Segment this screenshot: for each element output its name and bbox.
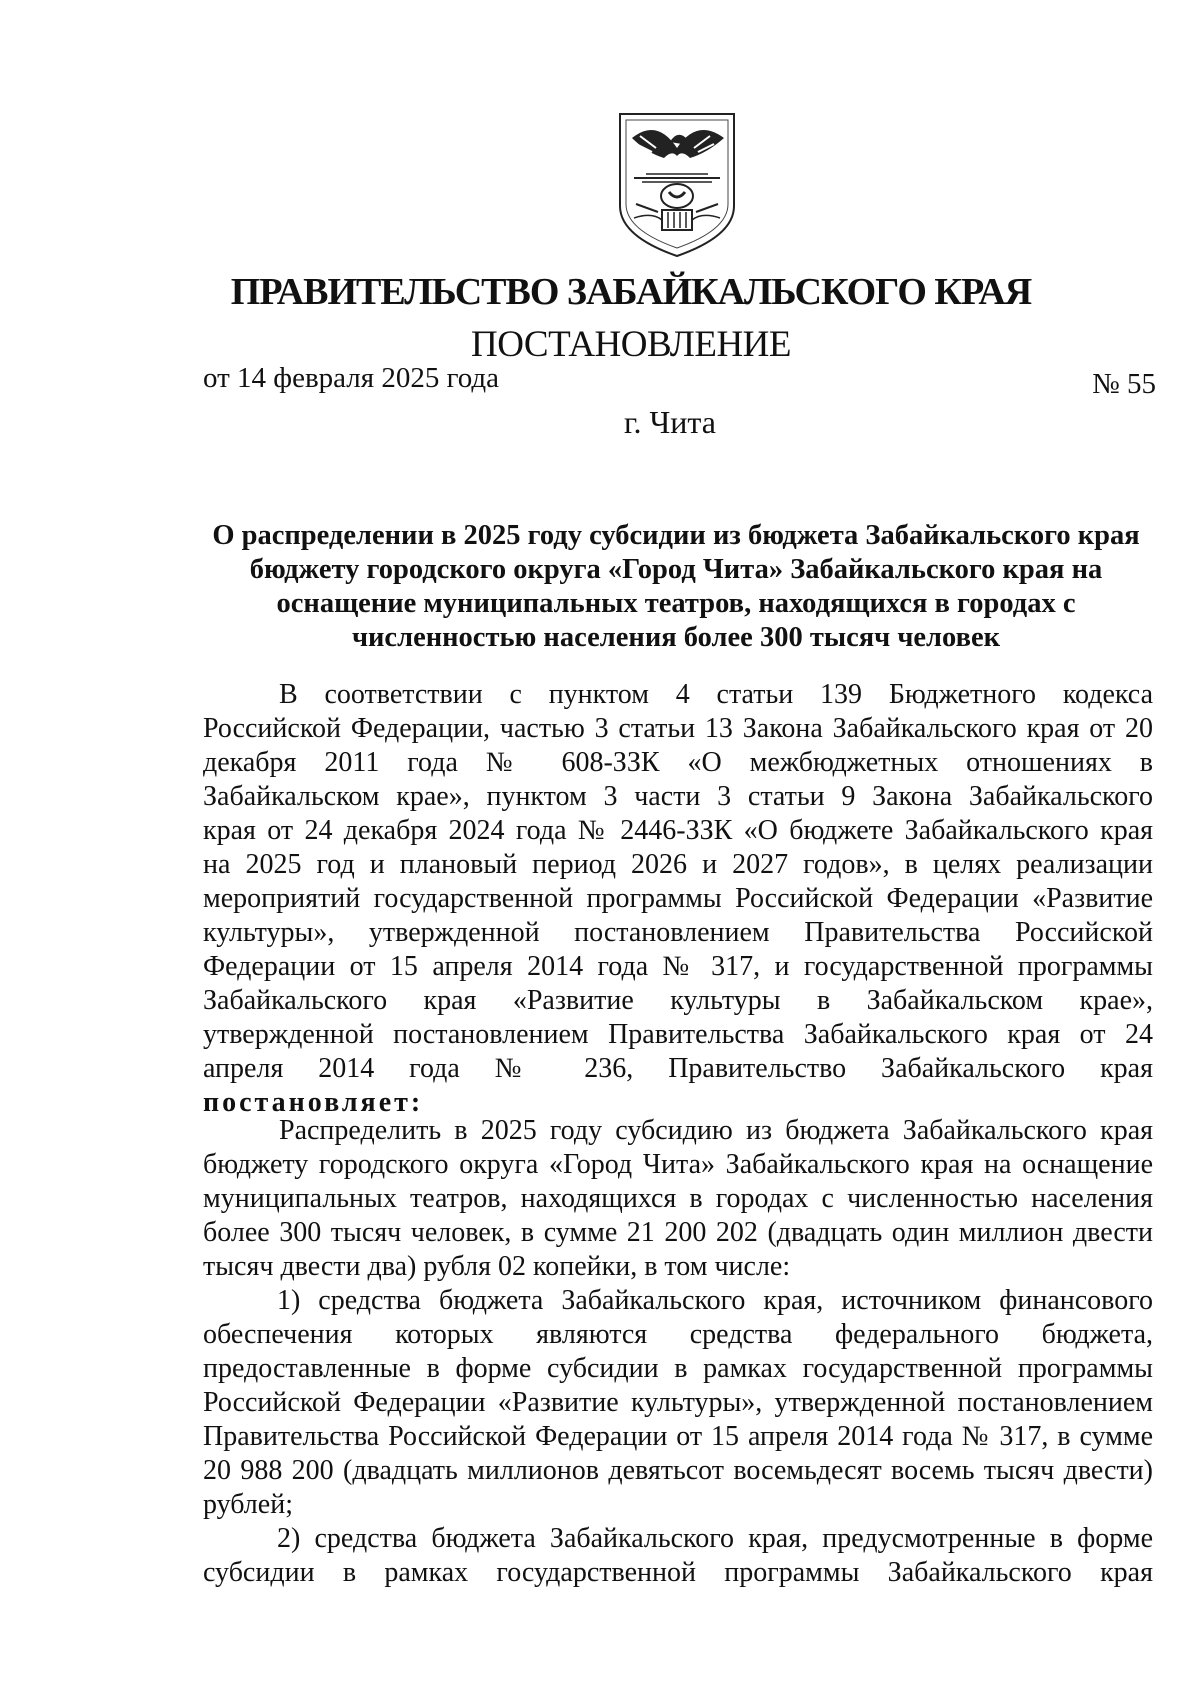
- text-line: более 300 тысяч человек, в сумме 21 200 202 (двадцать один миллион двести: [203, 1217, 1153, 1248]
- document-type: ПОСТАНОВЛЕНИЕ: [471, 324, 791, 365]
- text-line: субсидии в рамках государственной программы Забайкальского края: [203, 1557, 1153, 1588]
- text-line: Российской Федерации, частью 3 статьи 13 Закона Забайкальского края от 20: [203, 713, 1153, 744]
- text-line: Правительства Российской Федерации от 15 апреля 2014 года № 317, в сумме: [203, 1421, 1153, 1452]
- text-line: края от 24 декабря 2024 года № 2446-ЗЗК «О бюджете Забайкальского края: [203, 815, 1153, 846]
- text-line: Забайкальском крае», пунктом 3 части 3 статьи 9 Закона Забайкальского: [203, 781, 1153, 812]
- text-line: предоставленные в форме субсидии в рамках государственной программы: [203, 1353, 1153, 1384]
- heading-line: О распределении в 2025 году субсидии из бюджета Забайкальского края: [212, 520, 1140, 551]
- text-line: мероприятий государственной программы Российской Федерации «Развитие: [203, 883, 1153, 914]
- text-line: муниципальных театров, находящихся в городах с численностью населения: [203, 1183, 1153, 1214]
- text-line: Распределить в 2025 году субсидию из бюджета Забайкальского края: [279, 1115, 1153, 1146]
- decree-colon: :: [410, 1087, 424, 1118]
- text-line: Федерации от 15 апреля 2014 года № 317, и государственной программы: [203, 951, 1153, 982]
- text-line: Забайкальского края «Развитие культуры в Забайкальском крае»,: [203, 985, 1153, 1016]
- document-number: № 55: [1092, 368, 1156, 400]
- text-line: апреля 2014 года № 236, Правительство Забайкальского края: [203, 1053, 1153, 1084]
- text-line: культуры», утвержденной постановлением Правительства Российской: [203, 917, 1153, 948]
- text-line: декабря 2011 года № 608-ЗЗК «О межбюджетных отношениях в: [203, 747, 1153, 778]
- text-line: утвержденной постановлением Правительства Забайкальского края от 24: [203, 1019, 1153, 1050]
- text-line: на 2025 год и плановый период 2026 и 2027 годов», в целях реализации: [203, 849, 1153, 880]
- heading-line: численностью населения более 300 тысяч человек: [351, 622, 1001, 653]
- document-date: от 14 февраля 2025 года: [203, 362, 500, 394]
- heading-line: оснащение муниципальных театров, находящихся в городах с: [276, 588, 1076, 619]
- text-line: тысяч двести два) рубля 02 копейки, в том числе:: [203, 1251, 791, 1282]
- preamble-paragraph: [203, 678, 1153, 1120]
- government-name: ПРАВИТЕЛЬСТВО ЗАБАЙКАЛЬСКОГО КРАЯ: [230, 271, 1032, 313]
- document-city: г. Чита: [623, 404, 716, 440]
- text-line: рублей;: [203, 1489, 293, 1520]
- list-item-2-line: 2) средства бюджета Забайкальского края, предусмотренные в форме: [277, 1523, 1153, 1554]
- text-line: обеспечения которых являются средства федерального бюджета,: [203, 1319, 1153, 1350]
- text-line: 20 988 200 (двадцать миллионов девятьсот восемьдесят восемь тысяч двести): [203, 1455, 1153, 1486]
- coat-of-arms-emblem: [612, 108, 742, 260]
- text-line: бюджету городского округа «Город Чита» Забайкальского края на оснащение: [203, 1149, 1153, 1180]
- decision-paragraph: [203, 1114, 1153, 1590]
- list-item-1-line: 1) средства бюджета Забайкальского края, источником финансового: [277, 1285, 1153, 1316]
- decree-word: постановляет: [203, 1087, 411, 1118]
- text-line: Российской Федерации «Развитие культуры», утвержденной постановлением: [203, 1387, 1153, 1418]
- heading-line: бюджету городского округа «Город Чита» Забайкальского края на: [249, 554, 1103, 585]
- text-line: В соответствии с пунктом 4 статьи 139 Бюджетного кодекса: [279, 679, 1153, 710]
- document-heading: [196, 519, 1156, 655]
